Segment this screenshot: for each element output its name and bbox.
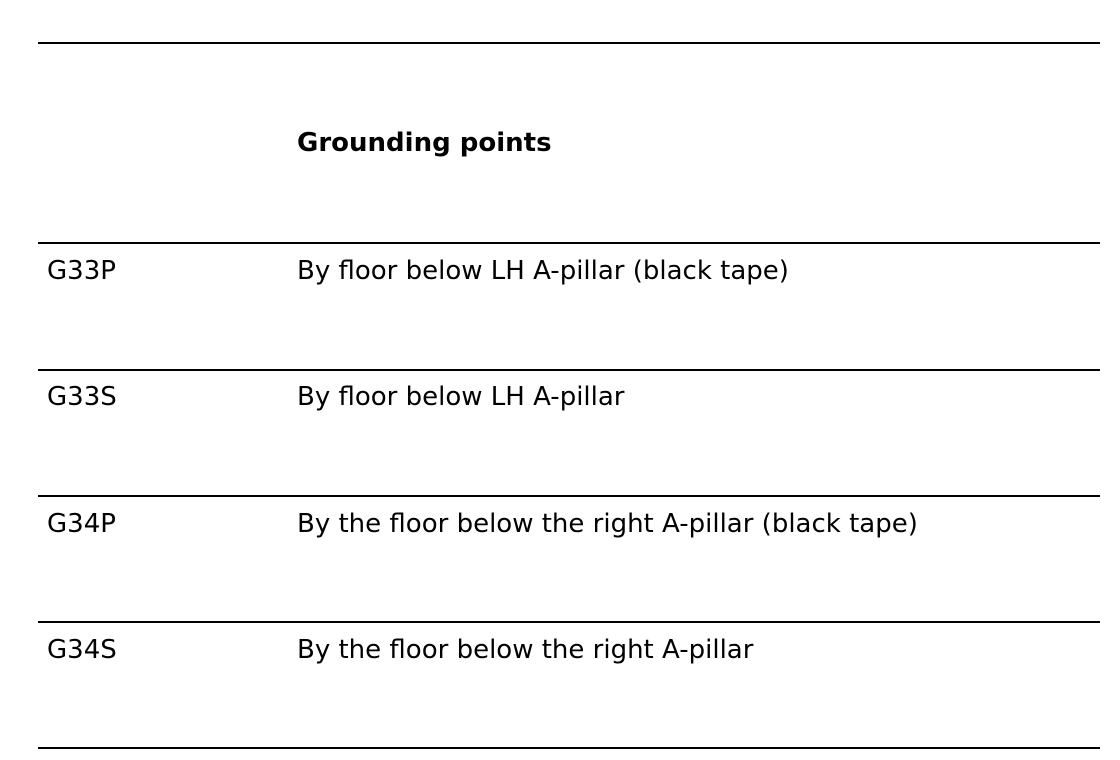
row-description: By the floor below the right A-pillar — [297, 635, 754, 665]
row-code: G33S — [47, 382, 117, 412]
row-code: G33P — [47, 256, 116, 286]
table-top-rule — [38, 42, 1100, 44]
table-bottom-rule — [38, 747, 1100, 749]
row-code: G34P — [47, 509, 116, 539]
row-description: By floor below LH A-pillar (black tape) — [297, 256, 789, 286]
row-description: By the floor below the right A-pillar (black tape) — [297, 509, 918, 539]
row-divider — [38, 621, 1100, 623]
row-description: By floor below LH A-pillar — [297, 382, 625, 412]
row-code: G34S — [47, 635, 117, 665]
header-bottom-rule — [38, 242, 1100, 244]
row-divider — [38, 369, 1100, 371]
table-title: Grounding points — [297, 128, 552, 158]
grounding-points-table — [38, 42, 1100, 750]
row-divider — [38, 495, 1100, 497]
